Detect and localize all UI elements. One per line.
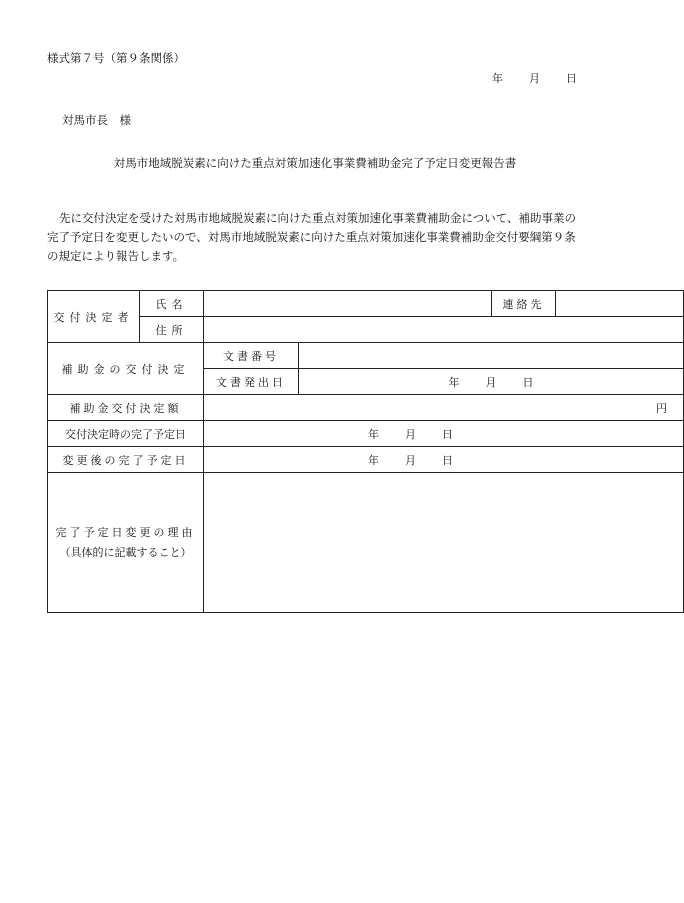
new-date-month: 月 (405, 453, 416, 467)
decision-label: 補助金の交付決定 (48, 343, 204, 395)
orig-date-day: 日 (442, 427, 453, 441)
reason-label: 完了予定日変更の理由 (55, 525, 196, 539)
form-number: 様式第７号（第９条関係） (47, 51, 185, 65)
orig-date-field[interactable] (204, 421, 684, 447)
orig-date-label: 交付決定時の完了予定日 (48, 421, 204, 447)
date-day: 日 (566, 72, 577, 85)
doc-date-day: 日 (522, 375, 534, 389)
report-date (492, 70, 577, 86)
body-text: 先に交付決定を受けた対馬市地域脱炭素に向けた重点対策加速化事業費補助金について、補助事業の完了予定日を変更したいので、対馬市地域脱炭素に向けた重点対策加速化事業費補助金交付要綱第９条の規定により報告します。 (47, 211, 577, 263)
doc-date-label: 文書発出日 (204, 369, 299, 395)
amount-field[interactable] (204, 395, 684, 421)
date-year: 年 (492, 72, 503, 85)
address-field[interactable] (204, 317, 684, 343)
new-date-label: 変更後の完了予定日 (48, 447, 204, 473)
addressee: 対馬市長 様 (62, 113, 131, 127)
reason-field[interactable] (204, 473, 684, 613)
yen-unit: 円 (656, 401, 667, 415)
orig-date-year: 年 (368, 427, 379, 441)
name-label: 氏名 (140, 291, 204, 317)
address-label: 住所 (140, 317, 204, 343)
doc-no-field[interactable] (299, 343, 684, 369)
new-date-field[interactable] (204, 447, 684, 473)
name-field[interactable] (204, 291, 492, 317)
orig-date-month: 月 (405, 427, 416, 441)
doc-no-label: 文書番号 (204, 343, 299, 369)
contact-field[interactable] (556, 291, 684, 317)
new-date-day: 日 (442, 453, 453, 467)
new-date-year: 年 (368, 453, 379, 467)
report-form-table (47, 290, 684, 613)
body-paragraph (47, 209, 587, 266)
doc-date-year: 年 (448, 375, 460, 389)
reason-note: （具体的に記載すること） (59, 545, 192, 559)
reason-label-cell (48, 473, 204, 613)
doc-date-month: 月 (485, 375, 497, 389)
contact-label: 連絡先 (492, 291, 556, 317)
doc-date-field[interactable] (299, 369, 684, 395)
grantee-label: 交付決定者 (48, 291, 140, 343)
date-month: 月 (529, 72, 540, 85)
document-title: 対馬市地域脱炭素に向けた重点対策加速化事業費補助金完了予定日変更報告書 (113, 156, 517, 170)
amount-label: 補助金交付決定額 (48, 395, 204, 421)
